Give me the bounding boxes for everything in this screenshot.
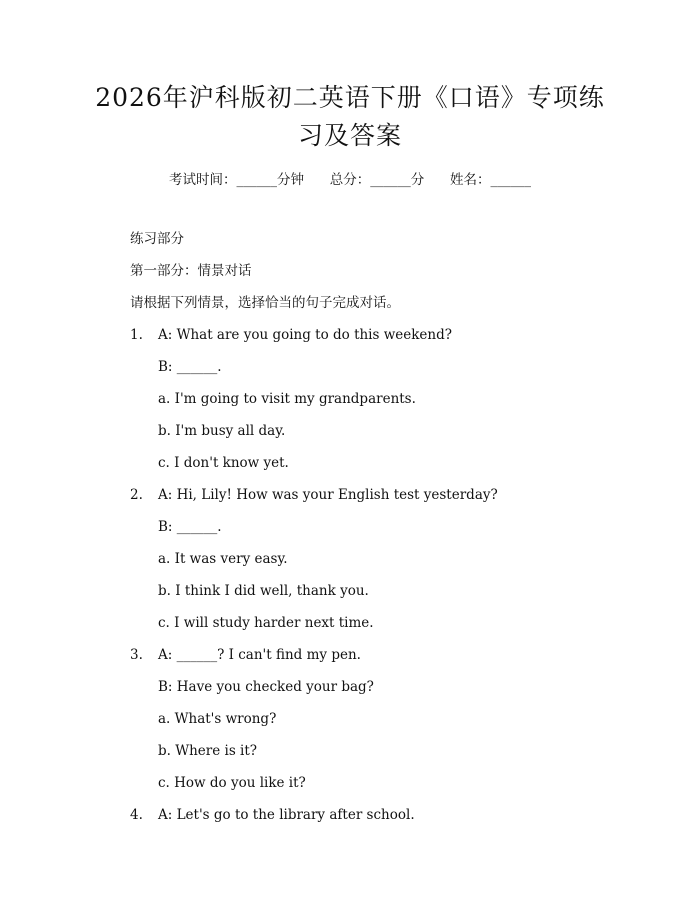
answer-option: c. I don't know yet. bbox=[158, 455, 289, 471]
dialogue-line-b: B: Have you checked your bag? bbox=[158, 679, 374, 695]
answer-option: c. I will study harder next time. bbox=[158, 615, 374, 631]
dialogue-line-b: B: ______. bbox=[158, 519, 222, 535]
answer-option: a. I'm going to visit my grandparents. bbox=[158, 391, 416, 407]
dialogue-line-a: A: Hi, Lily! How was your English test yesterday? bbox=[158, 487, 498, 503]
answer-option: a. What's wrong? bbox=[158, 711, 277, 727]
exam-time: 考试时间：______分钟 bbox=[169, 172, 304, 188]
answer-option: c. How do you like it? bbox=[158, 775, 306, 791]
document-title-line2: 习及答案 bbox=[297, 121, 402, 150]
question-number: 3. bbox=[130, 647, 143, 663]
student-name: 姓名：______ bbox=[450, 172, 531, 188]
exam-meta bbox=[0, 168, 700, 188]
dialogue-line-a: A: Let's go to the library after school. bbox=[158, 807, 415, 823]
question-number: 2. bbox=[130, 487, 143, 503]
dialogue-line-a: A: What are you going to do this weekend? bbox=[158, 327, 453, 343]
dialogue-line-b: B: ______. bbox=[158, 359, 222, 375]
dialogue-line-a: A: ______? I can't find my pen. bbox=[158, 647, 361, 663]
answer-option: a. It was very easy. bbox=[158, 551, 288, 567]
part-title: 第一部分：情景对话 bbox=[130, 263, 252, 279]
section-heading: 练习部分 bbox=[130, 231, 184, 247]
answer-option: b. I'm busy all day. bbox=[158, 423, 286, 439]
question-number: 1. bbox=[130, 327, 143, 343]
document-title-line1: 2026年沪科版初二英语下册《口语》专项练 bbox=[95, 83, 605, 112]
exam-score: 总分：______分 bbox=[329, 172, 425, 188]
question-number: 4. bbox=[130, 807, 143, 823]
answer-option: b. Where is it? bbox=[158, 743, 258, 759]
answer-option: b. I think I did well, thank you. bbox=[158, 583, 369, 599]
part-instruction: 请根据下列情景，选择恰当的句子完成对话。 bbox=[130, 295, 400, 311]
